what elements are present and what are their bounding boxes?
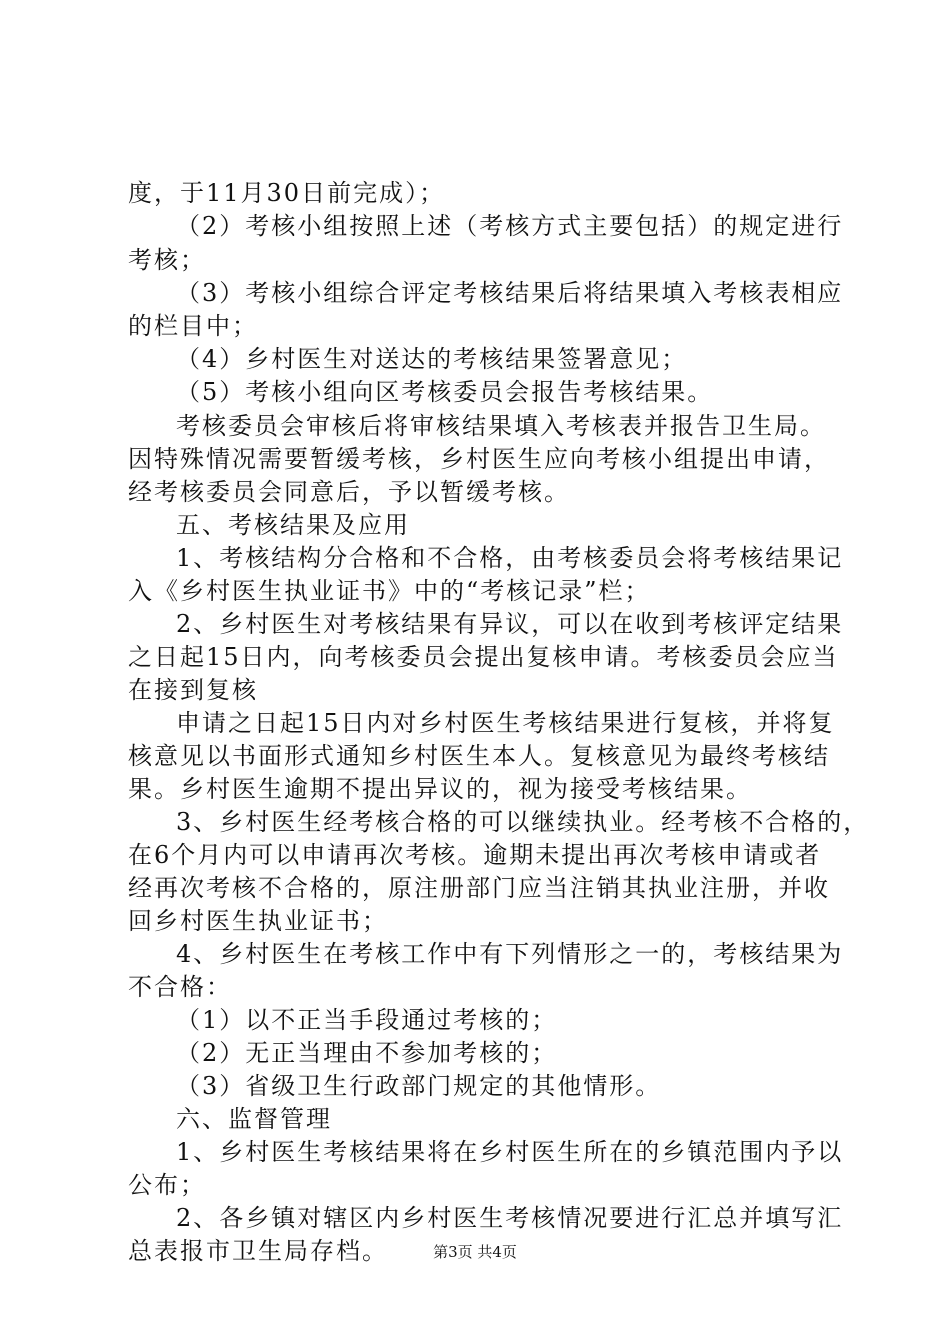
text-line: 总表报市卫生局存档。: [128, 1237, 388, 1265]
text-line: （2）无正当理由不参加考核的；: [176, 1039, 558, 1067]
text-line: 考核；: [128, 246, 206, 274]
text-line: 因特殊情况需要暂缓考核，乡村医生应向考核小组提出申请，: [128, 445, 830, 473]
text-line: 考核委员会审核后将审核结果填入考核表并报告卫生局。: [176, 412, 826, 440]
text-line: 公布；: [128, 1171, 206, 1199]
text-line: 果。乡村医生逾期不提出异议的，视为接受考核结果。: [128, 775, 752, 803]
text-line: （5）考核小组向区考核委员会报告考核结果。: [176, 378, 714, 406]
text-line: 在接到复核: [128, 676, 258, 704]
text-line: 在6个月内可以申请再次考核。逾期未提出再次考核申请或者: [128, 841, 822, 869]
text-line: 2、各乡镇对辖区内乡村医生考核情况要进行汇总并填写汇: [176, 1204, 844, 1232]
text-line: 申请之日起15日内对乡村医生考核结果进行复核，并将复: [176, 709, 835, 737]
text-line: 核意见以书面形式通知乡村医生本人。复核意见为最终考核结: [128, 742, 830, 770]
text-line: 不合格：: [128, 973, 232, 1001]
text-line: 4、乡村医生在考核工作中有下列情形之一的，考核结果为: [176, 940, 844, 968]
text-line: （4）乡村医生对送达的考核结果签署意见；: [176, 345, 688, 373]
text-line: （3）考核小组综合评定考核结果后将结果填入考核表相应: [176, 279, 844, 307]
page-number: 第3页 共4页: [433, 1243, 517, 1261]
text-line: （2）考核小组按照上述（考核方式主要包括）的规定进行: [176, 212, 844, 240]
text-line: 回乡村医生执业证书；: [128, 907, 388, 935]
text-line: （3）省级卫生行政部门规定的其他情形。: [176, 1072, 662, 1100]
page-footer: [0, 1242, 950, 1262]
text-line: 的栏目中；: [128, 312, 258, 340]
text-line: 经考核委员会同意后，予以暂缓考核。: [128, 478, 570, 506]
text-line: 3、乡村医生经考核合格的可以继续执业。经考核不合格的，: [176, 808, 870, 836]
text-line: 入《乡村医生执业证书》中的“考核记录”栏；: [128, 577, 651, 605]
section-heading: 六、监督管理: [176, 1105, 332, 1133]
text-line: （1）以不正当手段通过考核的；: [176, 1006, 558, 1034]
text-line: 1、乡村医生考核结果将在乡村医生所在的乡镇范围内予以: [176, 1138, 844, 1166]
section-heading: 五、考核结果及应用: [176, 511, 410, 539]
text-line: 之日起15日内，向考核委员会提出复核申请。考核委员会应当: [128, 643, 839, 671]
text-line: 度，于11月30日前完成）；: [128, 179, 446, 207]
text-line: 2、乡村医生对考核结果有异议，可以在收到考核评定结果: [176, 610, 844, 638]
text-line: 经再次考核不合格的，原注册部门应当注销其执业注册，并收: [128, 874, 830, 902]
text-line: 1、考核结构分合格和不合格，由考核委员会将考核结果记: [176, 544, 844, 572]
